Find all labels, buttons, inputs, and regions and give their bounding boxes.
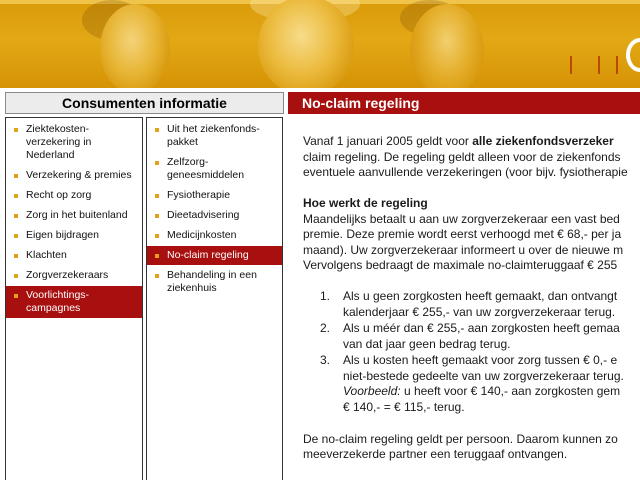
nav-item-label: Dieetadvisering bbox=[167, 209, 240, 221]
step-line: € 140,- = € 115,- terug. bbox=[343, 399, 465, 414]
nav-item[interactable] bbox=[6, 186, 142, 205]
bullet-icon bbox=[14, 214, 18, 218]
step-line: niet-bestede gedeelte van uw zorgverzekeraar terug. bbox=[343, 368, 624, 383]
nav-item-label: Ziektekosten-verzekering in Nederland bbox=[26, 123, 92, 161]
bullet-icon bbox=[155, 128, 159, 132]
nav-item[interactable] bbox=[6, 166, 142, 185]
section-line: maand). Uw zorgverzekeraar informeert u over de nieuwe m bbox=[303, 242, 624, 257]
nav-item-label: Recht op zorg bbox=[26, 189, 92, 201]
banner-photo-face-left bbox=[100, 4, 170, 88]
nav-item-label: Klachten bbox=[26, 249, 67, 261]
section-line: Vervolgens bedraagt de maximale no-claimteruggaaf € 255 bbox=[303, 258, 618, 272]
section-heading: Hoe werkt de regeling bbox=[303, 196, 428, 210]
section-line: premie. Deze premie wordt eerst verhoogd met € 68,- per ja bbox=[303, 227, 622, 241]
step-line: kalenderjaar € 255,- van uw zorgverzekeraar terug. bbox=[343, 304, 616, 319]
banner-divider bbox=[570, 56, 572, 74]
step-item bbox=[303, 321, 640, 352]
bullet-icon bbox=[14, 254, 18, 258]
nav-item[interactable] bbox=[147, 206, 282, 225]
bullet-icon bbox=[155, 274, 159, 278]
section-line: Maandelijks betaalt u aan uw zorgverzekeraar een vast bed bbox=[303, 211, 620, 226]
nav-item-label: Zorg in het buitenland bbox=[26, 209, 128, 221]
bullet-icon bbox=[155, 254, 159, 258]
example-label: Voorbeeld: bbox=[343, 384, 401, 398]
nav-item-label: Uit het ziekenfonds-pakket bbox=[167, 123, 260, 148]
bullet-icon bbox=[14, 128, 18, 132]
nav-item-label: Voorlichtings-campagnes bbox=[26, 289, 90, 314]
bullet-icon bbox=[14, 234, 18, 238]
banner-divider bbox=[598, 56, 600, 74]
nav-item-label: Zorgverzekeraars bbox=[26, 269, 109, 281]
banner-photo-face-right bbox=[410, 4, 484, 88]
step-item bbox=[303, 353, 640, 415]
nav-item[interactable] bbox=[6, 206, 142, 225]
banner-photo-face-center bbox=[258, 0, 354, 88]
nav-column-left bbox=[5, 117, 143, 480]
outro-line: meeverzekerde partner een teruggaaf ontvangen. bbox=[303, 447, 568, 461]
nav-item-label: Eigen bijdragen bbox=[26, 229, 99, 241]
page-title: No-claim regeling bbox=[288, 92, 640, 114]
intro-line: claim regeling. De regeling geldt alleen voor de ziekenfonds bbox=[303, 149, 621, 164]
bullet-icon bbox=[155, 214, 159, 218]
bullet-icon bbox=[155, 234, 159, 238]
outro-line: De no-claim regeling geldt per persoon. Daarom kunnen zo bbox=[303, 431, 618, 446]
nav-item[interactable] bbox=[147, 153, 282, 185]
step-number: 1. bbox=[320, 289, 331, 303]
step-line: Als u kosten heeft gemaakt voor zorg tussen € 0,- e bbox=[343, 353, 618, 367]
bullet-icon bbox=[14, 274, 18, 278]
intro-line bbox=[303, 134, 640, 150]
nav-item[interactable] bbox=[6, 246, 142, 265]
nav-item[interactable] bbox=[6, 286, 142, 318]
nav-item[interactable] bbox=[147, 226, 282, 245]
step-line: Als u méér dan € 255,- aan zorgkosten heeft gemaa bbox=[343, 321, 620, 335]
nav-item-label: Behandeling in een ziekenhuis bbox=[167, 269, 257, 294]
nav-item[interactable] bbox=[6, 266, 142, 285]
nav-item[interactable] bbox=[147, 266, 282, 298]
header-banner bbox=[0, 0, 640, 88]
nav-item[interactable] bbox=[6, 226, 142, 245]
sidebar-title: Consumenten informatie bbox=[5, 92, 284, 114]
nav-column-right bbox=[146, 117, 283, 480]
nav-item-label: Medicijnkosten bbox=[167, 229, 237, 241]
step-example-line bbox=[343, 384, 640, 400]
steps-list bbox=[303, 289, 640, 415]
banner-divider bbox=[616, 56, 618, 74]
nav-item[interactable] bbox=[147, 246, 282, 265]
nav-item-label: Fysiotherapie bbox=[167, 189, 231, 201]
nav-item[interactable] bbox=[147, 186, 282, 205]
nav-item-label: Zelfzorg-geneesmiddelen bbox=[167, 156, 245, 181]
main-content bbox=[303, 134, 640, 463]
bullet-icon bbox=[14, 194, 18, 198]
nav-item-label: Verzekering & premies bbox=[26, 169, 132, 181]
step-number: 3. bbox=[320, 353, 331, 367]
step-item bbox=[303, 289, 640, 320]
step-number: 2. bbox=[320, 321, 331, 335]
nav-item[interactable] bbox=[6, 120, 142, 165]
bullet-icon bbox=[155, 161, 159, 165]
nav-item[interactable] bbox=[147, 120, 282, 152]
intro-bold-text: alle ziekenfondsverzeker bbox=[472, 134, 614, 148]
example-text: u heeft voor € 140,- aan zorgkosten gem bbox=[400, 384, 621, 398]
logo-icon[interactable] bbox=[626, 38, 640, 72]
bullet-icon bbox=[14, 174, 18, 178]
intro-line: eventuele aanvullende verzekeringen (voor bijv. fysiotherapie bbox=[303, 165, 628, 179]
bullet-icon bbox=[155, 194, 159, 198]
step-line: van dat jaar geen bedrag terug. bbox=[343, 336, 511, 351]
step-line: Als u geen zorgkosten heeft gemaakt, dan ontvangt bbox=[343, 289, 618, 303]
bullet-icon bbox=[14, 294, 18, 298]
intro-text: Vanaf 1 januari 2005 geldt voor bbox=[303, 134, 473, 148]
nav-item-label: No-claim regeling bbox=[167, 249, 249, 261]
